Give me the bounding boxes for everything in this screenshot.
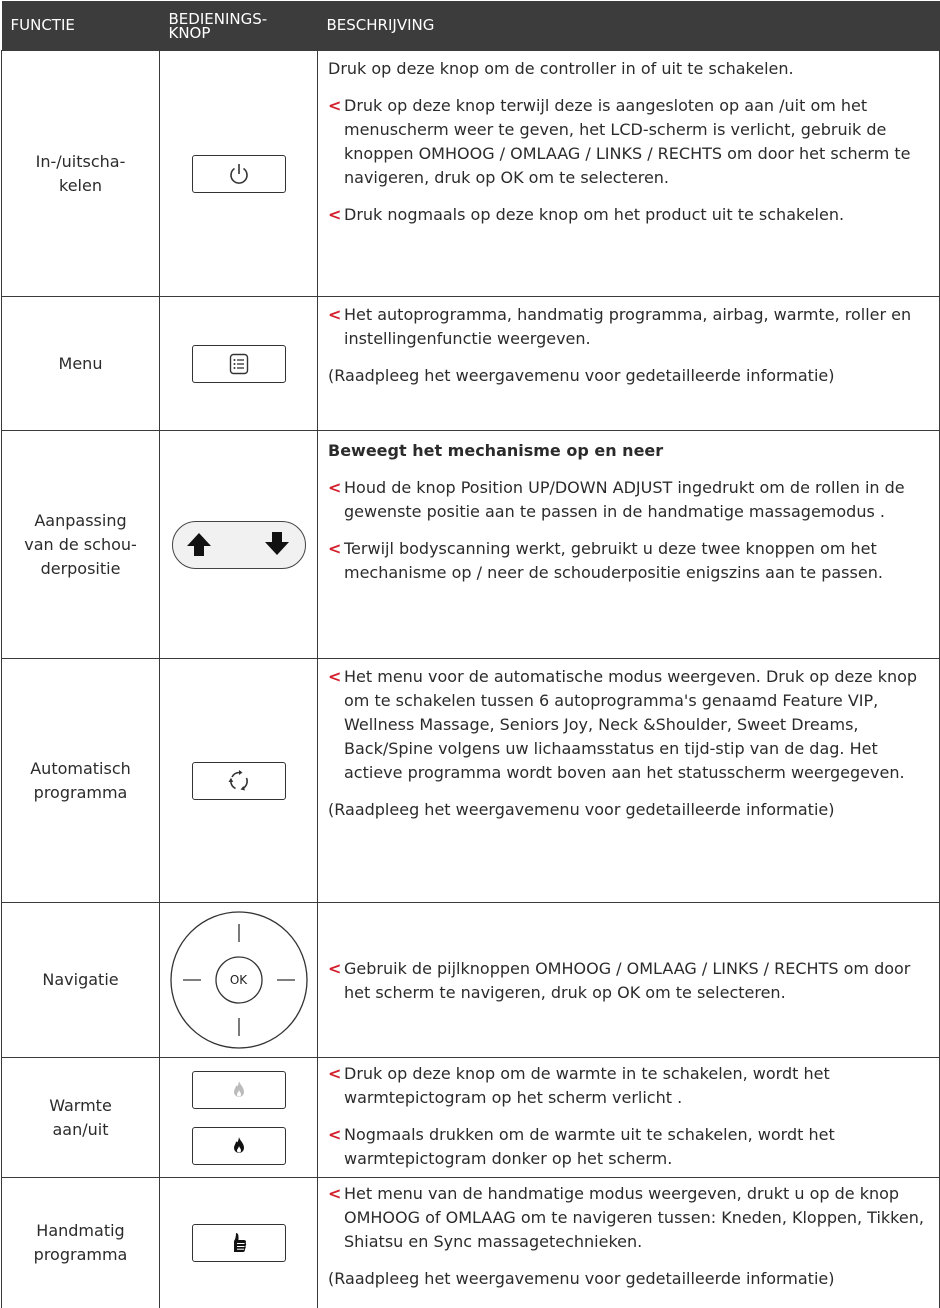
function-line: Menu xyxy=(58,353,103,373)
function-line: Warmte xyxy=(49,1095,112,1115)
table-row xyxy=(2,659,940,903)
function-label xyxy=(2,903,160,1058)
function-line: In-/uitscha- xyxy=(35,151,126,171)
bullet-marker: < xyxy=(328,539,342,558)
function-line: kelen xyxy=(59,175,102,195)
desc-bullet: < Het menu voor de automatische modus weergeven. Druk op deze knop om te schakelen tussen 6 autoprogramma's genaamd Feature VIP, Wellness Massage, Seniors Joy, Neck &Shoulder, Sweet Dreams, Back/Spine volgens uw lichaamsstatus en tijd-stip van de dag. Het actieve programma wordt boven aan het statusscherm weergegeven. xyxy=(328,667,918,782)
bullet-marker: < xyxy=(328,1125,342,1144)
navigation-pad[interactable] xyxy=(169,910,309,1050)
desc-bullet: < Druk nogmaals op deze knop om het product uit te schakelen. xyxy=(328,203,929,227)
thumbs-up-icon xyxy=(229,1231,249,1255)
function-line: Aanpassing xyxy=(34,510,127,530)
function-label xyxy=(2,1058,160,1178)
button-cell xyxy=(160,431,318,659)
header-function: FUNCTIE xyxy=(2,1,160,51)
power-icon xyxy=(227,162,251,186)
desc-bullet: < Het autoprogramma, handmatig programma, airbag, warmte, roller en instellingenfunctie weergeven. xyxy=(328,305,912,348)
header-button-line2: KNOP xyxy=(168,23,211,42)
up-down-button[interactable] xyxy=(172,521,306,569)
description xyxy=(318,1178,940,1308)
function-line: programma xyxy=(33,782,128,802)
up-down-arrows-icon xyxy=(173,522,303,566)
button-cell xyxy=(160,297,318,431)
desc-text: (Raadpleeg het weergavemenu voor gedetailleerde informatie) xyxy=(328,366,835,385)
function-label xyxy=(2,431,160,659)
bullet-marker: < xyxy=(328,205,342,224)
header-button-line1: BEDIENINGS- xyxy=(168,9,268,28)
button-cell xyxy=(160,659,318,903)
function-table xyxy=(1,1,940,1308)
desc-text: Druk op deze knop om de controller in of uit te schakelen. xyxy=(328,59,794,78)
table-row xyxy=(2,1178,940,1308)
bullet-marker: < xyxy=(328,1184,342,1203)
function-label xyxy=(2,1178,160,1308)
menu-button[interactable] xyxy=(192,345,286,383)
ok-button-label[interactable]: OK xyxy=(229,973,248,987)
function-label xyxy=(2,297,160,431)
button-cell xyxy=(160,1178,318,1308)
description xyxy=(318,297,940,431)
table-row xyxy=(2,431,940,659)
bullet-marker: < xyxy=(328,478,342,497)
header-description: BESCHRIJVING xyxy=(318,1,940,51)
heat-button-on[interactable] xyxy=(192,1071,286,1109)
desc-bullet: < Druk op deze knop terwijl deze is aangesloten op aan /uit om het menuscherm weer te geven, het LCD-scherm is verlicht, gebruik de knoppen OMHOOG / OMLAAG / LINKS / RECHTS om door het scherm te navigeren, druk op OK om te selecteren. xyxy=(328,96,911,187)
description xyxy=(318,51,940,297)
table-row xyxy=(2,903,940,1058)
function-line: derpositie xyxy=(40,558,121,578)
function-label xyxy=(2,51,160,297)
bullet-marker: < xyxy=(328,1064,342,1083)
flame-icon xyxy=(231,1080,247,1100)
header-button xyxy=(160,1,318,51)
bullet-marker: < xyxy=(328,959,342,978)
heat-button-off[interactable] xyxy=(192,1127,286,1165)
bullet-marker: < xyxy=(328,96,342,115)
button-cell xyxy=(160,903,318,1058)
cycle-arrows-icon xyxy=(226,768,252,794)
button-cell xyxy=(160,1058,318,1178)
function-line: aan/uit xyxy=(52,1119,109,1139)
flame-icon xyxy=(231,1136,247,1156)
table-row xyxy=(2,1058,940,1178)
table-row xyxy=(2,51,940,297)
function-line: Navigatie xyxy=(42,970,119,989)
desc-bullet: < Nogmaals drukken om de warmte uit te schakelen, wordt het warmtepictogram donker op het scherm. xyxy=(328,1125,835,1168)
function-line: Handmatig xyxy=(36,1220,125,1240)
desc-bullet: < Het menu van de handmatige modus weergeven, drukt u op de knop OMHOOG of OMLAAG om te navigeren tussen: Kneden, Kloppen, Tikken, Shiatsu en Sync massagetechnieken. xyxy=(328,1184,924,1251)
power-button[interactable] xyxy=(192,155,286,193)
function-line: programma xyxy=(33,1244,128,1264)
table-header xyxy=(2,1,940,51)
description xyxy=(318,431,940,659)
desc-bullet: < Gebruik de pijlknoppen OMHOOG / OMLAAG / LINKS / RECHTS om door het scherm te navigeren, druk op OK om te selecteren. xyxy=(328,959,911,1002)
desc-heading: Beweegt het mechanisme op en neer xyxy=(328,441,664,460)
description xyxy=(318,659,940,903)
desc-text: (Raadpleeg het weergavemenu voor gedetailleerde informatie) xyxy=(328,800,835,819)
manual-program-button[interactable] xyxy=(192,1224,286,1262)
desc-bullet: < Terwijl bodyscanning werkt, gebruikt u deze twee knoppen om het mechanisme op / neer de schouderpositie enigszins aan te passen. xyxy=(328,539,883,582)
desc-bullet: < Houd de knop Position UP/DOWN ADJUST ingedrukt om de rollen in de gewenste positie aan te passen in de handmatige massagemodus . xyxy=(328,478,905,521)
function-line: Automatisch xyxy=(30,758,131,778)
table-row xyxy=(2,297,940,431)
function-label xyxy=(2,659,160,903)
bullet-marker: < xyxy=(328,667,342,686)
bullet-marker: < xyxy=(328,305,342,324)
function-line: van de schou- xyxy=(24,534,137,554)
desc-text: (Raadpleeg het weergavemenu voor gedetailleerde informatie) xyxy=(328,1269,835,1288)
auto-program-button[interactable] xyxy=(192,762,286,800)
description xyxy=(318,903,940,1058)
desc-bullet: < Druk op deze knop om de warmte in te schakelen, wordt het warmtepictogram op het scherm verlicht . xyxy=(328,1064,830,1107)
button-cell xyxy=(160,51,318,297)
description xyxy=(318,1058,940,1178)
menu-list-icon xyxy=(227,352,251,376)
